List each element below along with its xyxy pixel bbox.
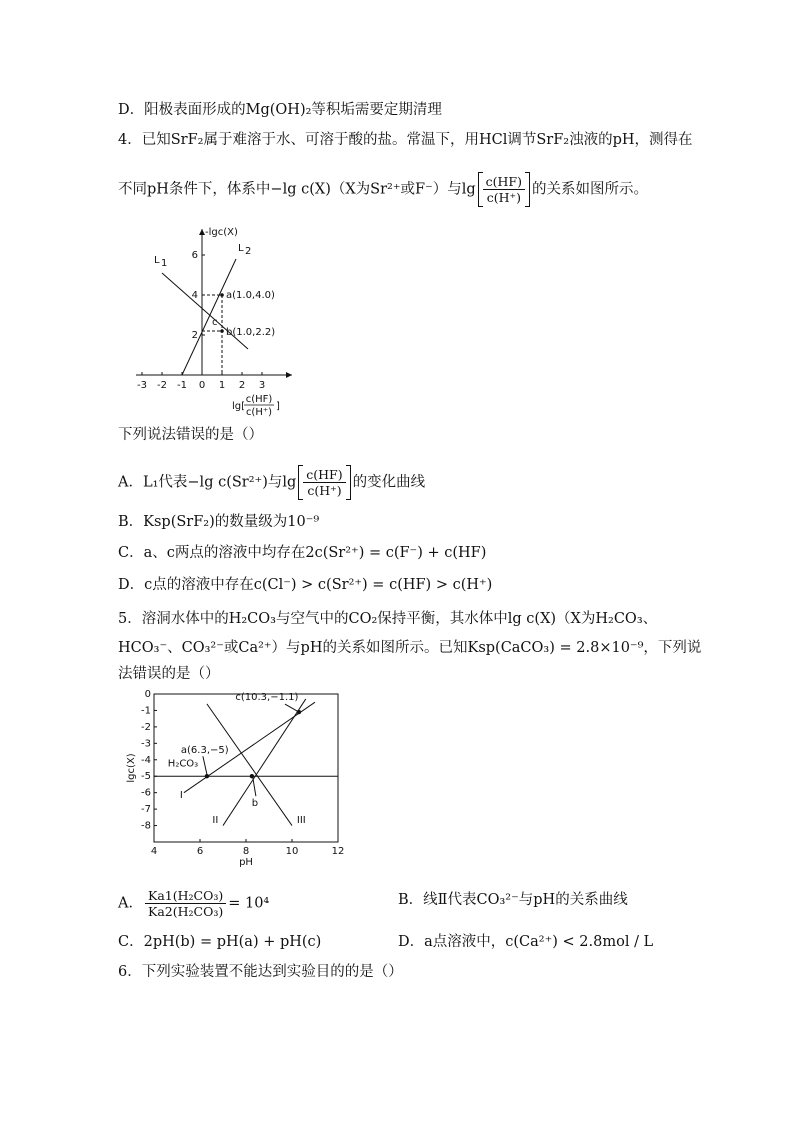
x-axis-arrow (286, 372, 292, 378)
point-label-a: a(1.0,4.0) (226, 290, 275, 301)
x-axis-label-num: c(HF) (245, 394, 273, 405)
y-tick-label: -6 (141, 787, 151, 799)
q5-option-a-tail: = 10⁴ (228, 895, 270, 912)
q5-stem-line1: 5．溶洞水体中的H₂CO₃与空气中的CO₂保持平衡，其水体中lg c(X)（X为H₂CO₃、 (118, 611, 658, 627)
q5-option-d: D．a点溶液中，c(Ca²⁺) < 2.8mol / L (398, 934, 654, 950)
q4-option-a (118, 465, 425, 500)
q4-option-a-bracket (298, 465, 350, 500)
x-tick-label: 2 (238, 380, 246, 391)
L1-label-sub: 1 (161, 258, 168, 269)
y-tick-label: 2 (191, 330, 198, 341)
y-tick-label: -8 (141, 820, 151, 832)
data-point (250, 774, 254, 778)
point-label-c: c(10.3,−1.1) (235, 692, 299, 704)
q4-stem-line1: 4．已知SrF₂属于难溶于水、可溶于酸的盐。常温下，用HCl调节SrF₂浊液的pH，测得在 (118, 132, 693, 148)
q5-option-a-label: A． (118, 895, 143, 912)
y-tick-label: -4 (141, 754, 151, 766)
data-point (205, 774, 209, 778)
x-axis-label-prefix: lg[ (232, 401, 246, 412)
q3-option-d: D．阳极表面形成的Mg(OH)₂等积垢需要定期清理 (118, 102, 442, 118)
series-line-II (223, 699, 306, 826)
q4-option-c: C．a、c两点的溶液中均存在2c(Sr²⁺) = c(F⁻) + c(HF) (118, 545, 487, 561)
frac-den: Ka2(H₂CO₃) (147, 904, 224, 919)
q5-option-a (118, 888, 269, 919)
leader-b (253, 778, 256, 796)
x-tick-label: 8 (242, 846, 250, 857)
x-tick-label: 4 (150, 846, 158, 857)
q4-option-a-text: A．L₁代表−lg c(Sr²⁺)与lg (118, 474, 297, 491)
frac-den: c(H⁺) (486, 190, 521, 205)
y-tick-label: -5 (141, 771, 151, 783)
data-point (220, 329, 224, 333)
leader-a (203, 756, 207, 774)
y-axis-label: -lgc(X) (205, 227, 238, 238)
L2-label-sub: 2 (245, 246, 252, 257)
H2CO3-label: H₂CO₃ (167, 758, 199, 770)
line-label-II: II (212, 814, 219, 826)
point-label-b: b (251, 798, 259, 810)
y-axis-label: lgc(X) (126, 753, 137, 783)
q5-stem-line2: HCO₃⁻、CO₃²⁻或Ca²⁺）与pH的关系如图所示。已知Ksp(CaCO₃) = 2.8×10⁻⁹，下列说 (118, 640, 702, 656)
q4-stem-tail: 的关系如图所示。 (531, 181, 648, 198)
q4-option-a-tail: 的变化曲线 (352, 474, 426, 491)
q5-chart (122, 688, 352, 868)
y-tick-label: 4 (191, 290, 198, 301)
frac-num: c(HF) (483, 174, 525, 190)
frac-den: c(H⁺) (307, 483, 342, 498)
x-tick-label: 3 (258, 380, 266, 391)
y-tick-label: 0 (144, 689, 151, 700)
x-tick-label: 1 (218, 380, 226, 391)
point-label-a: a(6.3,−5) (180, 745, 229, 757)
q4-question: 下列说法错误的是（） (118, 427, 263, 443)
x-tick-label: -2 (157, 380, 167, 391)
q5-option-c: C．2pH(b) = pH(a) + pH(c) (118, 934, 322, 950)
y-tick-label: -3 (141, 738, 151, 750)
point-label-b: b(1.0,2.2) (226, 327, 276, 338)
x-axis-label: pH (239, 857, 253, 868)
line-label-III: III (296, 814, 306, 826)
q4-ratio-bracket (478, 172, 530, 207)
x-tick-label: -1 (177, 380, 187, 391)
q5-option-b: B．线Ⅱ代表CO₃²⁻与pH的关系曲线 (398, 892, 628, 908)
frac-num: c(HF) (303, 467, 345, 483)
x-tick-label: 6 (196, 846, 204, 857)
q4-option-d: D．c点的溶液中存在c(Cl⁻) > c(Sr²⁺) = c(HF) > c(H⁺) (118, 577, 493, 593)
x-tick-label: -3 (137, 380, 147, 391)
series-line-L2 (182, 259, 236, 375)
leader-c (285, 704, 299, 712)
y-tick-label: -1 (141, 705, 151, 717)
q4-chart (130, 218, 310, 423)
x-axis-label-den: c(H⁺) (245, 407, 273, 418)
q4-stem-line2 (118, 172, 648, 207)
series-line-III (207, 704, 292, 826)
y-tick-label: -7 (141, 804, 151, 816)
x-axis-label-suffix: ] (276, 401, 280, 412)
point-label-c: c (212, 317, 218, 328)
data-point (220, 293, 224, 297)
q4-stem-text: 不同pH条件下，体系中−lg c(X)（X为Sr²⁺或F⁻）与lg (118, 181, 476, 198)
q4-option-b: B．Ksp(SrF₂)的数量级为10⁻⁹ (118, 514, 320, 530)
frac-num: Ka1(H₂CO₃) (145, 888, 226, 904)
x-tick-label: 10 (285, 846, 299, 857)
q6-stem: 6．下列实验装置不能达到实验目的的是（） (118, 964, 403, 980)
x-tick-label: 12 (331, 846, 345, 857)
L1-label: L (154, 255, 160, 266)
x-tick-label: 0 (198, 380, 206, 391)
y-tick-label: -2 (141, 721, 151, 733)
L2-label: L (238, 243, 244, 254)
line-label-I: I (179, 789, 183, 801)
y-tick-label: 6 (191, 250, 198, 261)
q5-stem-line3: 法错误的是（） (118, 666, 220, 682)
